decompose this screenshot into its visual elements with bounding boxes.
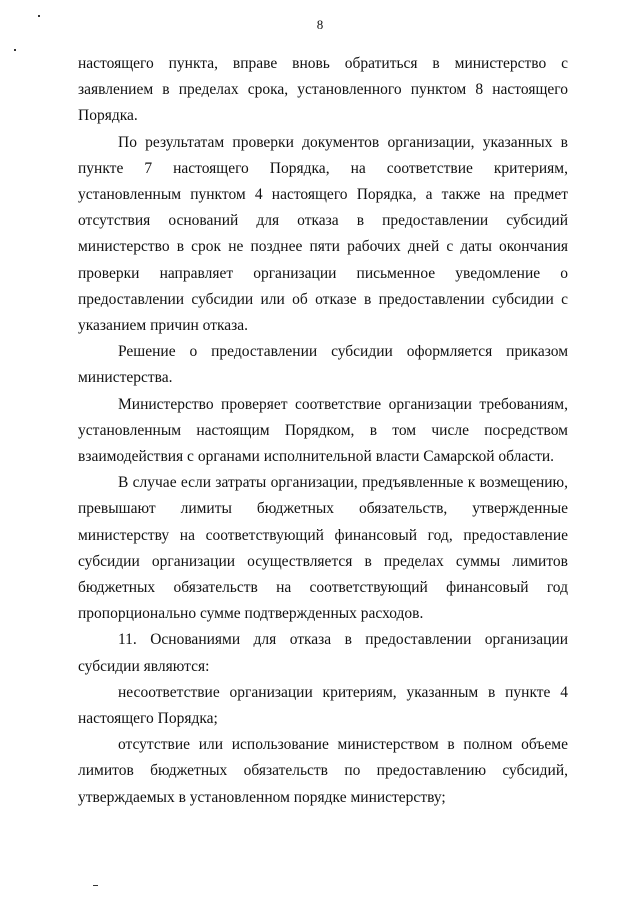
scan-speck bbox=[14, 49, 16, 51]
paragraph-decision-order: Решение о предоставлении субсидии оформляется приказом министерства. bbox=[78, 343, 568, 387]
paragraph-limits-exceeded: В случае если затраты организации, предъявленные к возмещению, превышают лимиты бюджетных обязательств, утвержденные министерству на соответствующий финансовый год, предоставление субсидии организации осуществляется в пределах суммы лимитов бюджетных обязательств на соответствующий финансовый год пропорционально сумме подтвержденных расходов. bbox=[78, 474, 568, 623]
scan-speck bbox=[38, 15, 40, 17]
paragraph-refusal-reason-1: несоответствие организации критериям, указанным в пункте 4 настоящего Порядка; bbox=[78, 683, 568, 728]
paragraph-continuation: настоящего пункта, вправе вновь обратиться в министерство с заявлением в пределах срока, установленного пунктом 8 настоящего Порядка. bbox=[78, 55, 568, 125]
paragraph-item-11: 11. Основаниями для отказа в предоставлении организации субсидии являются: bbox=[78, 631, 568, 675]
page-number: 8 bbox=[316, 17, 324, 32]
paragraph-ministry-check: Министерство проверяет соответствие организации требованиям, установленным настоящим Порядком, в том числе посредством взаимодействия с органами исполнительной власти Самарской области. bbox=[78, 395, 568, 466]
paragraph-review-results: По результатам проверки документов организации, указанных в пункте 7 настоящего Порядка, на соответствие критериям, установленным пунктом 4 настоящего Порядка, а также на предмет отсутствия оснований для отказа в предоставлении субсидий министерство в срок не позднее пяти рабочих дней с даты окончания проверки направляет организации письменное уведомление о предоставлении субсидии или об отказе в предоставлении субсидии с указанием причин отказа. bbox=[78, 133, 568, 335]
document-body bbox=[78, 51, 568, 811]
paragraph-refusal-reason-2: отсутствие или использование министерством в полном объеме лимитов бюджетных обязательств по предоставлению субсидий, утверждаемых в установленном порядке министерству; bbox=[78, 736, 568, 806]
scan-speck bbox=[93, 885, 98, 886]
